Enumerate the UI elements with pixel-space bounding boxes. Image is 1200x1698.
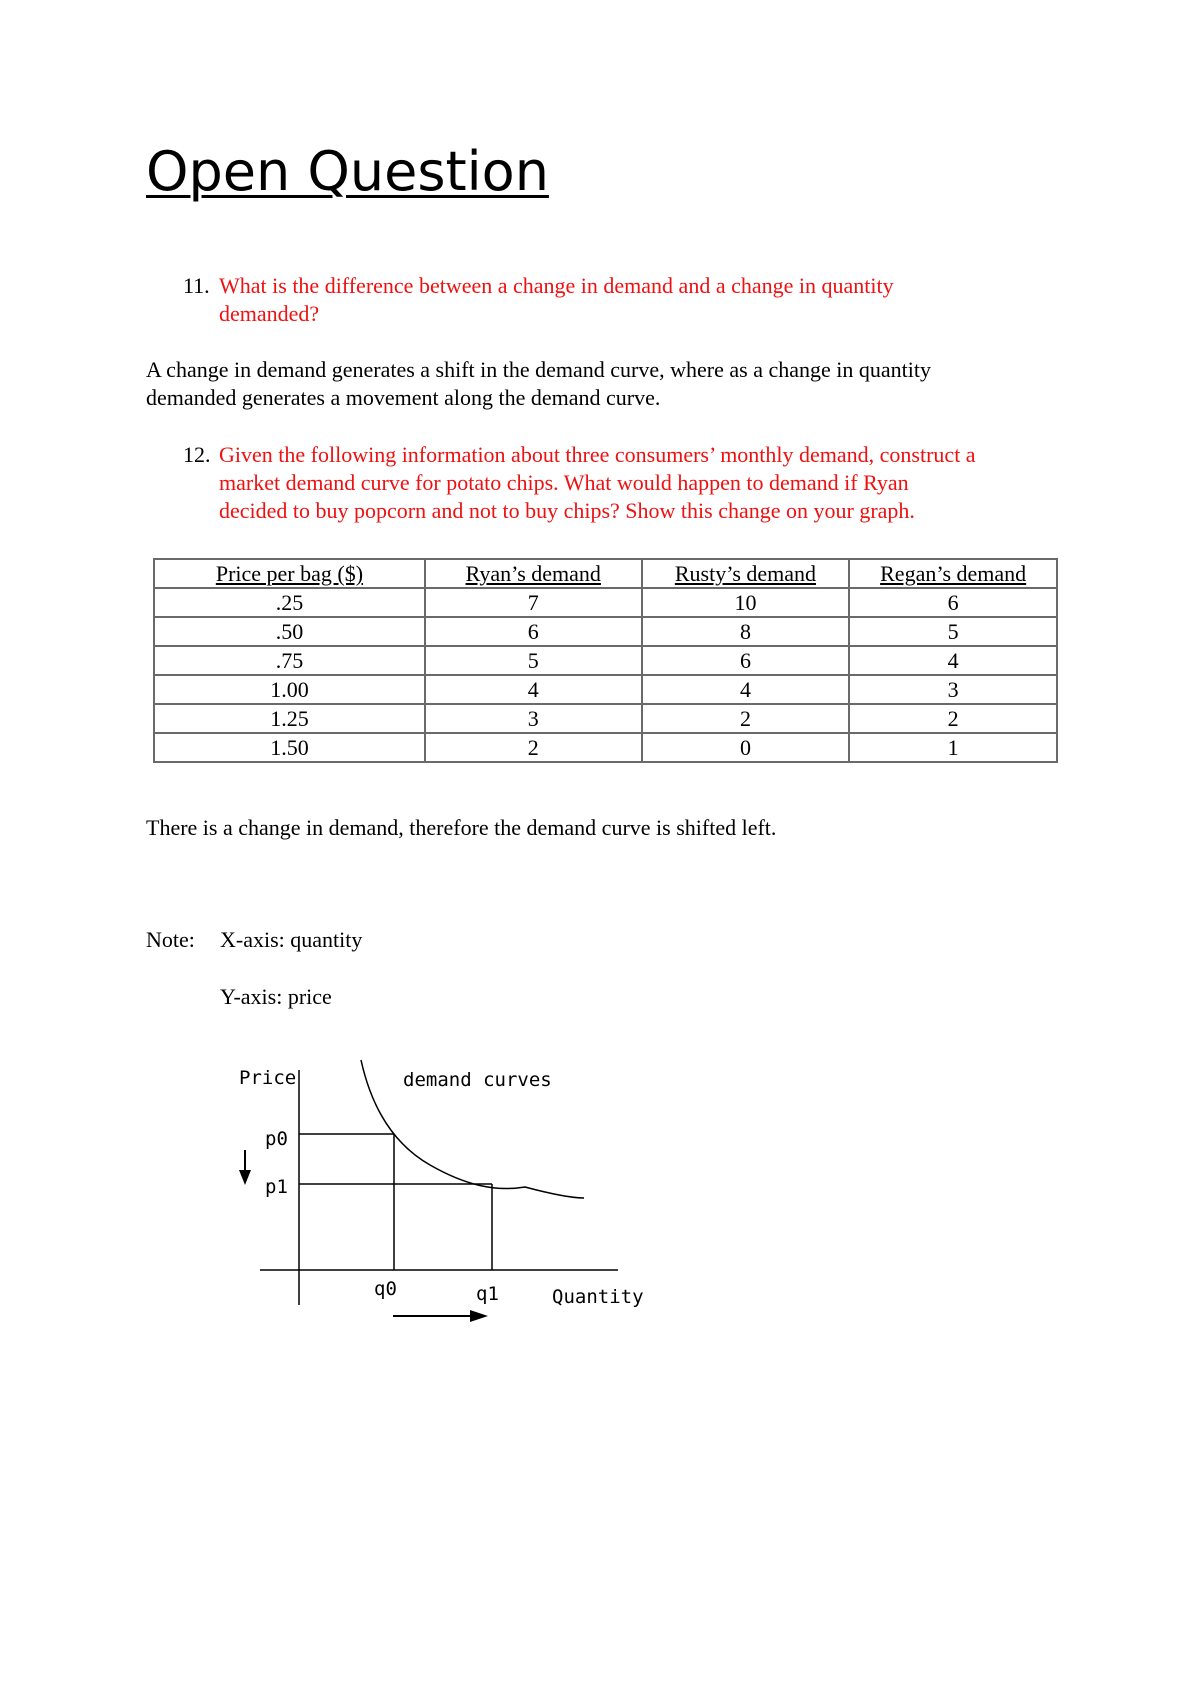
page-title: Open Question [146, 140, 549, 203]
right-arrow-icon [470, 1310, 488, 1322]
graph-curve-label: demand curves [403, 1069, 552, 1091]
table-cell: 10 [642, 588, 850, 617]
graph-q0-label: q0 [374, 1278, 397, 1300]
graph-p1-label: p1 [265, 1176, 288, 1198]
table-cell: 5 [425, 646, 642, 675]
table-cell: 0 [642, 733, 850, 762]
table-cell: 7 [425, 588, 642, 617]
table-cell: 8 [642, 617, 850, 646]
question-12-line-2: market demand curve for potato chips. What would happen to demand if Ryan [219, 470, 909, 495]
note-y-axis: Y-axis: price [220, 984, 332, 1009]
question-11-line-1: What is the difference between a change in demand and a change in quantity [219, 273, 894, 298]
header-ryan-label: Ryan’s demand [465, 561, 601, 586]
table-cell: .50 [154, 617, 425, 646]
down-arrow-icon [239, 1170, 251, 1185]
header-rusty-label: Rusty’s demand [674, 561, 817, 586]
table-cell: 4 [425, 675, 642, 704]
note-x-axis: X-axis: quantity [220, 927, 363, 952]
question-12-line-3: decided to buy popcorn and not to buy chips? Show this change on your graph. [219, 498, 915, 523]
graph-x-label: Quantity [552, 1286, 644, 1308]
graph-p0-label: p0 [265, 1128, 288, 1150]
header-regan-label: Regan’s demand [880, 561, 1027, 586]
table-cell: 1 [849, 733, 1057, 762]
table-cell: 1.50 [154, 733, 425, 762]
graph-q1-label: q1 [476, 1283, 499, 1305]
table-cell: 2 [642, 704, 850, 733]
table-cell: .75 [154, 646, 425, 675]
table-cell: 3 [849, 675, 1057, 704]
answer-11-line-2: demanded generates a movement along the demand curve. [146, 385, 661, 410]
table-cell: 2 [849, 704, 1057, 733]
table-cell: .25 [154, 588, 425, 617]
table-cell: 4 [849, 646, 1057, 675]
table-cell: 1.00 [154, 675, 425, 704]
table-cell: 4 [642, 675, 850, 704]
answer-12: There is a change in demand, therefore the demand curve is shifted left. [146, 815, 777, 840]
graph-y-label: Price [239, 1067, 297, 1089]
table-cell: 5 [849, 617, 1057, 646]
question-11-number: 11. [183, 273, 210, 298]
table-cell: 1.25 [154, 704, 425, 733]
header-price-label: Price per bag ($) [215, 561, 364, 586]
question-11-line-2: demanded? [219, 301, 320, 326]
note-label: Note: [146, 927, 195, 952]
table-cell: 6 [849, 588, 1057, 617]
table-cell: 2 [425, 733, 642, 762]
answer-11-line-1: A change in demand generates a shift in the demand curve, where as a change in quantity [146, 357, 931, 382]
question-12-number: 12. [183, 442, 211, 467]
table-cell: 6 [642, 646, 850, 675]
question-12-line-1: Given the following information about three consumers’ monthly demand, construct a [219, 442, 976, 467]
table-cell: 6 [425, 617, 642, 646]
table-cell: 3 [425, 704, 642, 733]
